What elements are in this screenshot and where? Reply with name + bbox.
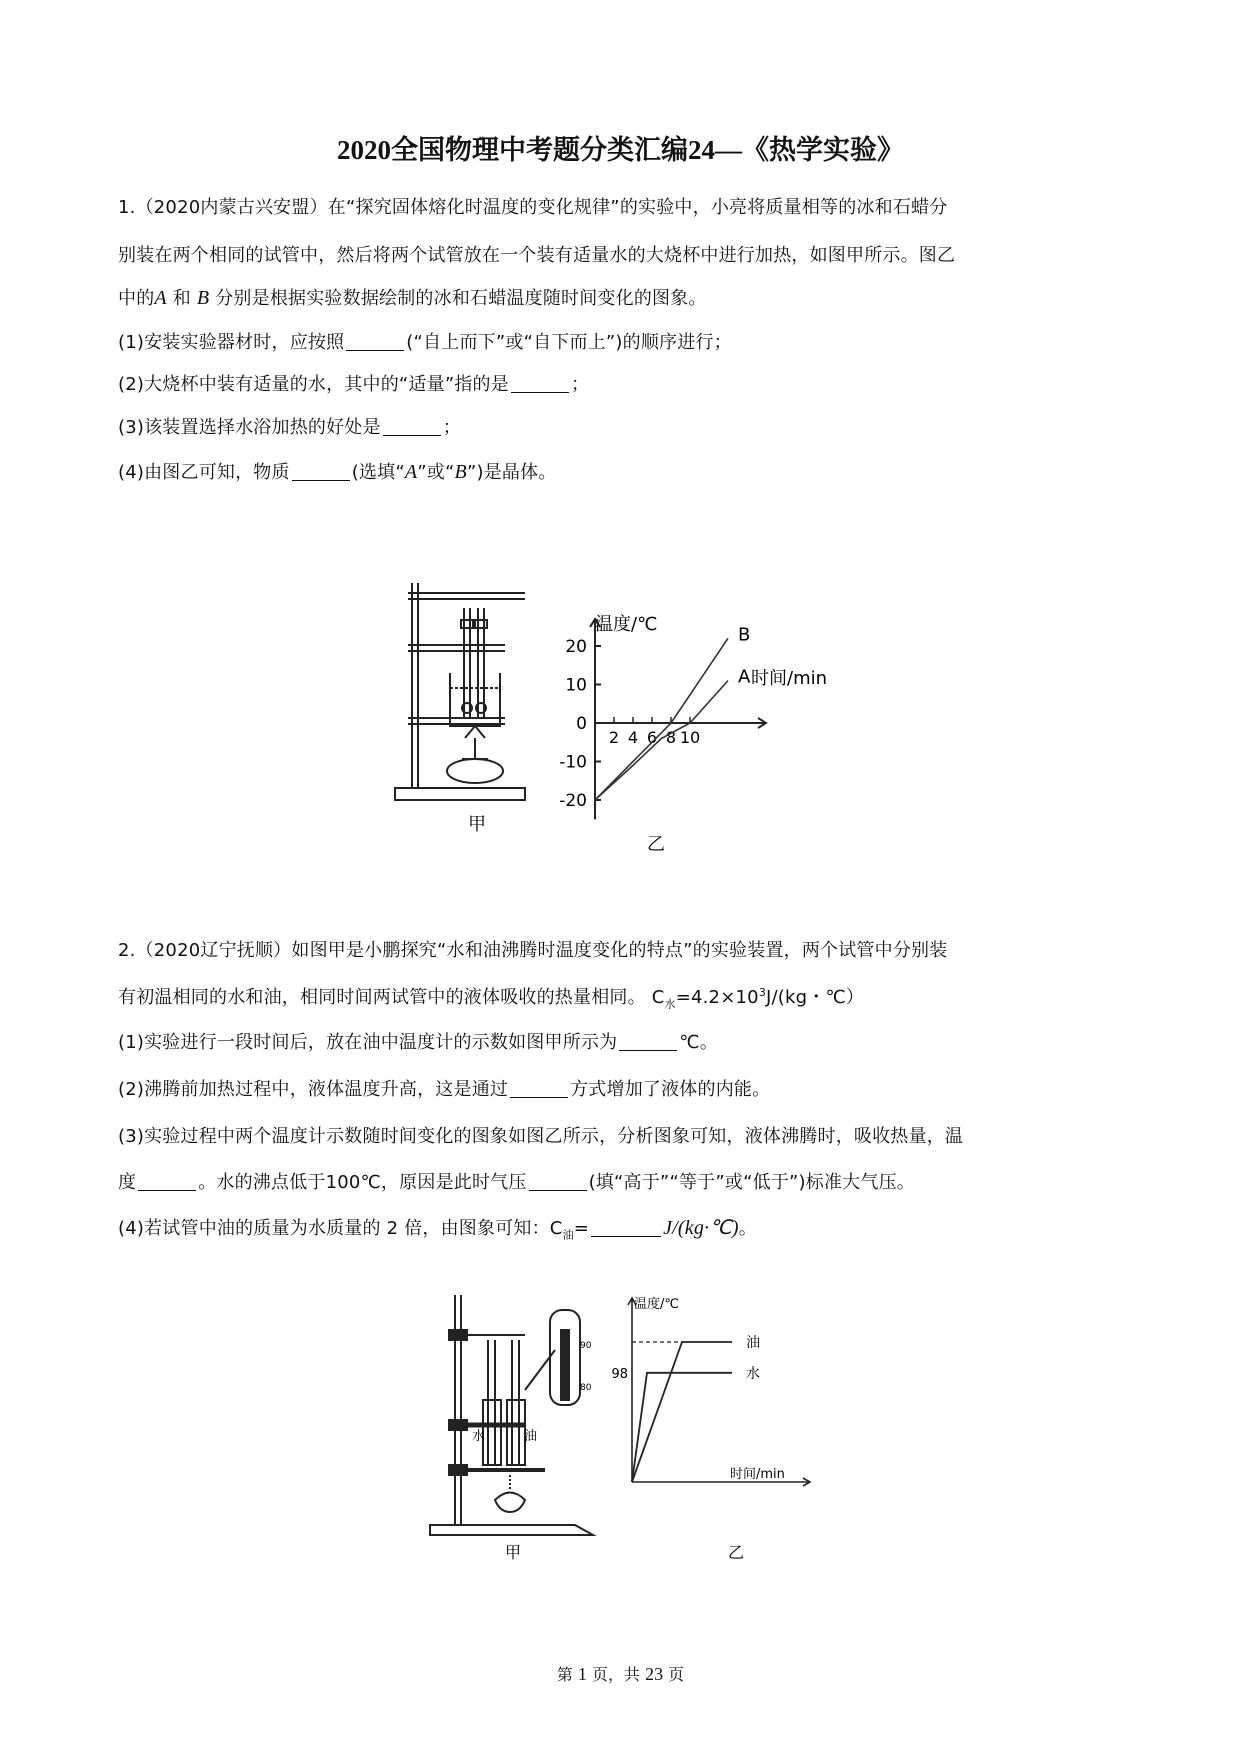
- thermometer-tick: 80: [580, 1383, 592, 1393]
- q2-part-3b-text: 度: [118, 1172, 137, 1193]
- q1-line-3-pre: 中的: [118, 288, 155, 309]
- q2-part-3b-mid: 。水的沸点低于100℃，原因是此时气压: [198, 1172, 527, 1193]
- q2-part-2-text: (2)沸腾前加热过程中，液体温度升高，这是通过: [118, 1079, 509, 1100]
- subscript-oil: 油: [562, 1228, 574, 1242]
- subscript-water: 水: [664, 997, 676, 1011]
- thermometer-tick: 90: [580, 1341, 592, 1351]
- equals-sign: =: [573, 1218, 590, 1239]
- chart-xlabel: 时间/min: [751, 668, 828, 689]
- q1-part-2-text: (2)大烧杯中装有适量的水，其中的“适量”指的是: [118, 374, 509, 395]
- q1-line-1: 1.（2020内蒙古兴安盟）在“探究固体熔化时温度的变化规律”的实验中，小亮将质量相等的冰和石蜡分: [118, 197, 948, 218]
- q2-part-4-text: (4)若试管中油的质量为水质量的 2 倍，由图象可知：C: [118, 1218, 563, 1239]
- specific-heat-unit: J/(kg・℃）: [766, 987, 865, 1008]
- q1-line-3-post: 分别是根据实验数据绘制的冰和石蜡温度随时间变化的图象。: [209, 288, 707, 309]
- q2-part-4-tail: 。: [738, 1218, 757, 1239]
- answer-blank[interactable]: [292, 462, 350, 481]
- q2-part-1-tail: ℃。: [679, 1032, 718, 1053]
- y-tick-label: 10: [565, 675, 587, 696]
- x-tick-label: 2: [608, 728, 620, 747]
- page-title: 2020全国物理中考题分类汇编24—《热学实验》: [337, 135, 904, 165]
- figure-caption: 乙: [728, 1543, 745, 1562]
- x-tick-label: 6: [646, 728, 658, 747]
- page-total: 23: [645, 1664, 664, 1684]
- q1-part-4-mid2: ”或“: [417, 462, 455, 483]
- q1-part-1-text: (1)安装实验器材时，应按照: [118, 332, 345, 353]
- q1-line-3: [118, 284, 1128, 310]
- label-b: B: [196, 287, 210, 309]
- q2-part-3a: (3)实验过程中两个温度计示数随时间变化的图象如图乙所示，分析图象可知，液体沸腾时，吸收热量，温: [118, 1126, 964, 1147]
- label-a: A: [404, 461, 418, 483]
- answer-blank[interactable]: [619, 1032, 677, 1051]
- answer-blank[interactable]: [510, 1079, 568, 1098]
- q1-part-4: [118, 458, 1128, 484]
- series-label: 油: [746, 1335, 760, 1351]
- specific-heat-value: =4.2×10: [675, 987, 759, 1008]
- q2-part-4: [118, 1214, 1128, 1243]
- y-tick-label: -20: [559, 791, 587, 811]
- oil-label: 油: [524, 1429, 538, 1444]
- chart-plot: [611, 1298, 810, 1486]
- series-line-b: [595, 638, 728, 800]
- label-a: A: [154, 287, 167, 309]
- figure-caption: 甲: [468, 814, 486, 835]
- q2-part-3b: [118, 1168, 1128, 1194]
- q1-part-4-tail: ”)是晶体。: [466, 462, 557, 483]
- figure-caption: 甲: [505, 1543, 522, 1562]
- q1-line-2: 别装在两个相同的试管中，然后将两个试管放在一个装有适量水的大烧杯中进行加热，如图甲所示。图乙: [118, 245, 956, 266]
- q1-part-2: [118, 370, 1128, 396]
- q1-part-3-text: (3)该装置选择水浴加热的好处是: [118, 417, 381, 438]
- q2-line-2-text: 有初温相同的水和油，相同时间两试管中的液体吸收的热量相同。 C: [118, 987, 665, 1008]
- answer-blank[interactable]: [383, 417, 441, 436]
- q2-temperature-chart: [610, 1290, 830, 1562]
- series-line: [632, 1373, 732, 1482]
- q2-line-1: 2.（2020辽宁抚顺）如图甲是小鹏探究“水和油沸腾时温度变化的特点”的实验装置，两个试管中分别装: [118, 940, 948, 961]
- page-number: 1: [577, 1664, 587, 1684]
- exponent: 3: [758, 986, 767, 999]
- unit-text: J/(kg·℃): [663, 1217, 739, 1239]
- figure-caption: 乙: [647, 834, 665, 855]
- answer-blank[interactable]: [529, 1172, 587, 1191]
- q1-part-1-tail: (“自上而下”或“自下而上”)的顺序进行；: [406, 332, 732, 353]
- footer-pre: 第: [556, 1665, 578, 1684]
- x-tick-label: 4: [627, 728, 639, 747]
- chart-ylabel: 温度/℃: [595, 614, 658, 635]
- answer-blank[interactable]: [511, 374, 569, 393]
- footer-post: 页: [663, 1665, 685, 1684]
- answer-blank[interactable]: [138, 1172, 196, 1191]
- q1-part-2-tail: ；: [570, 374, 590, 395]
- answer-blank[interactable]: [591, 1218, 661, 1237]
- q1-apparatus-figure: [390, 578, 530, 838]
- series-label: B: [738, 624, 751, 646]
- series-label: A: [738, 666, 751, 688]
- q1-part-3: [118, 413, 1128, 439]
- series-line: [632, 1342, 732, 1482]
- y-tick-label: 20: [565, 637, 587, 657]
- q2-part-3b-tail: (填“高于”“等于”或“低于”)标准大气压。: [588, 1172, 915, 1193]
- footer-mid: 页，共: [586, 1665, 646, 1684]
- q1-part-4-mid1: (选填“: [351, 462, 405, 483]
- answer-blank[interactable]: [346, 332, 404, 351]
- water-label: 水: [472, 1429, 486, 1444]
- q2-part-2: [118, 1075, 1128, 1101]
- chart-xlabel: 时间/min: [730, 1467, 785, 1482]
- y-tick-label: 0: [576, 714, 587, 734]
- x-tick-label: 8: [665, 728, 677, 747]
- q2-line-2: [118, 983, 1128, 1012]
- y-tick-label: 98: [611, 1366, 628, 1382]
- chart-ylabel: 温度/℃: [634, 1297, 679, 1312]
- q2-part-1-text: (1)实验进行一段时间后，放在油中温度计的示数如图甲所示为: [118, 1032, 618, 1053]
- q1-part-4-text: (4)由图乙可知，物质: [118, 462, 290, 483]
- q1-and: 和: [166, 288, 197, 309]
- y-tick-label: -10: [559, 752, 587, 773]
- series-label: 水: [746, 1365, 760, 1382]
- q1-temperature-chart: [555, 600, 855, 855]
- q1-part-1: [118, 328, 1128, 354]
- label-b: B: [454, 461, 467, 483]
- q2-apparatus-figure: [425, 1290, 615, 1562]
- chart-plot: [559, 619, 766, 819]
- page-footer: [0, 1662, 1241, 1685]
- q2-part-2-tail: 方式增加了液体的内能。: [570, 1079, 771, 1100]
- x-tick-label: 10: [679, 728, 701, 747]
- q1-part-3-tail: ；: [442, 417, 461, 438]
- q2-part-1: [118, 1028, 1128, 1054]
